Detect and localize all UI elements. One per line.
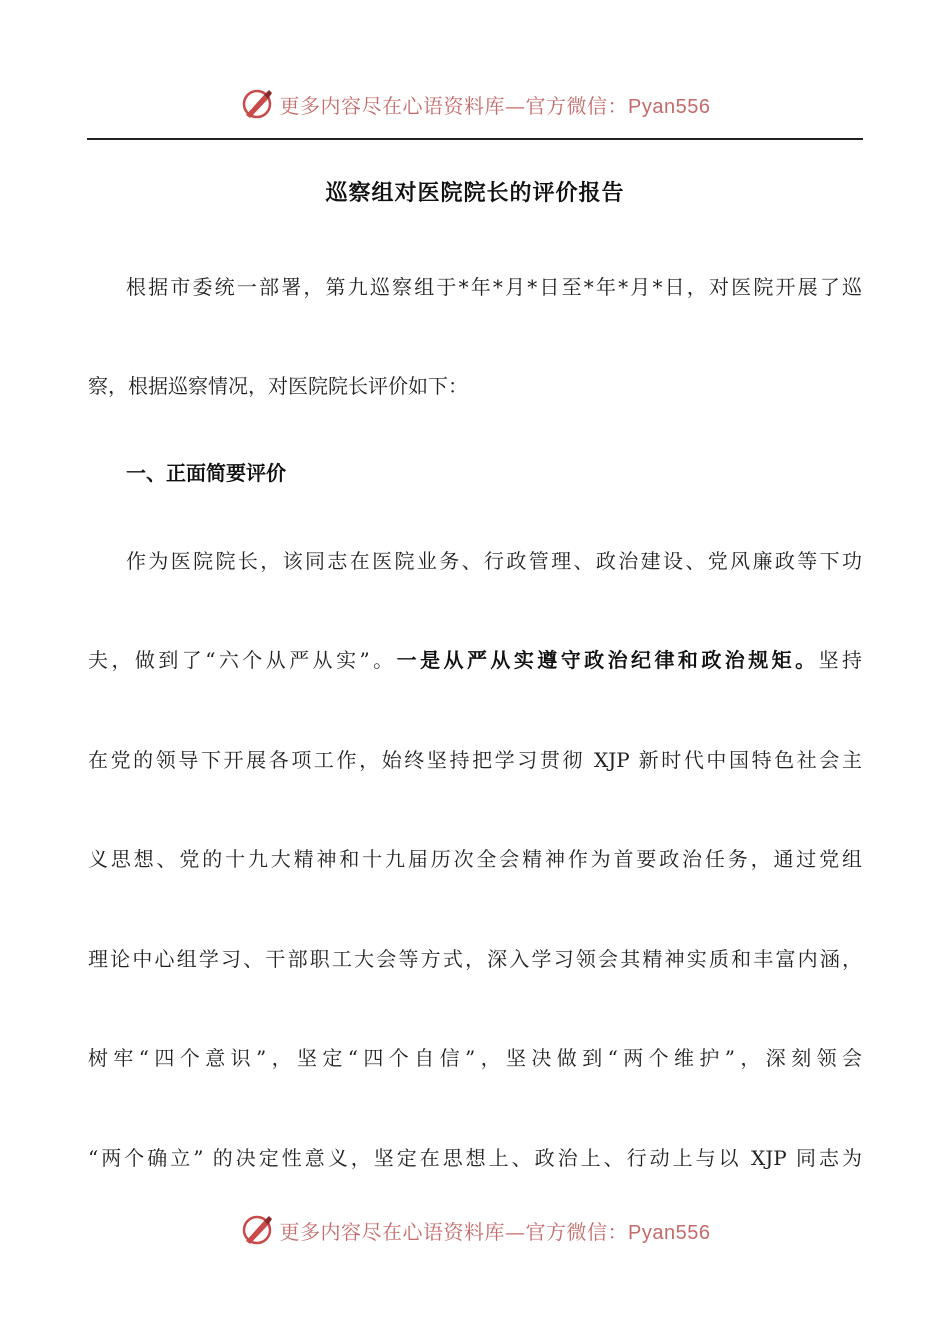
paragraph-line: 义思想、党的十九大精神和十九届历次全会精神作为首要政治任务，通过党组 <box>88 847 862 871</box>
wechat-id: Pyan556 <box>628 95 711 118</box>
banner-text: 更多内容尽在心语资料库—官方微信：Pyan556 <box>279 1219 711 1244</box>
paragraph-line: 作为医院院长，该同志在医院业务、行政管理、政治建设、党风廉政等下功 <box>126 549 862 573</box>
footer-banner <box>0 1210 950 1250</box>
text-span: 坚持 <box>818 648 863 672</box>
paragraph-line-mixed <box>88 645 862 675</box>
document-title: 巡察组对医院院长的评价报告 <box>325 180 625 206</box>
section-heading: 一、正面简要评价 <box>126 461 286 485</box>
banner-text: 更多内容尽在心语资料库—官方微信：Pyan556 <box>279 93 711 118</box>
paragraph-line: “两个确立” 的决定性意义，坚定在思想上、政治上、行动上与以 XJP 同志为 <box>88 1146 862 1170</box>
pen-logo-icon <box>240 87 274 121</box>
paragraph-line: 在党的领导下开展各项工作，始终坚持把学习贯彻 XJP 新时代中国特色社会主 <box>88 748 862 772</box>
text-span: 夫，做到了“六个从严从实”。 <box>88 648 397 672</box>
paragraph-line: 树牢“四个意识”，坚定“四个自信”，坚决做到“两个维护”，深刻领会 <box>88 1046 862 1070</box>
wechat-id: Pyan556 <box>628 1221 711 1244</box>
paragraph-line: 察，根据巡察情况，对医院院长评价如下： <box>88 374 468 398</box>
paragraph-line: 根据市委统一部署，第九巡察组于*年*月*日至*年*月*日，对医院开展了巡 <box>126 275 862 299</box>
bold-emphasis: 一是从严从实遵守政治纪律和政治规矩。 <box>396 648 819 672</box>
paragraph-line: 理论中心组学习、干部职工大会等方式，深入学习领会其精神实质和丰富内涵， <box>88 947 862 971</box>
pen-logo-icon <box>240 1213 274 1247</box>
header-banner <box>0 84 950 124</box>
header-rule <box>87 138 863 140</box>
